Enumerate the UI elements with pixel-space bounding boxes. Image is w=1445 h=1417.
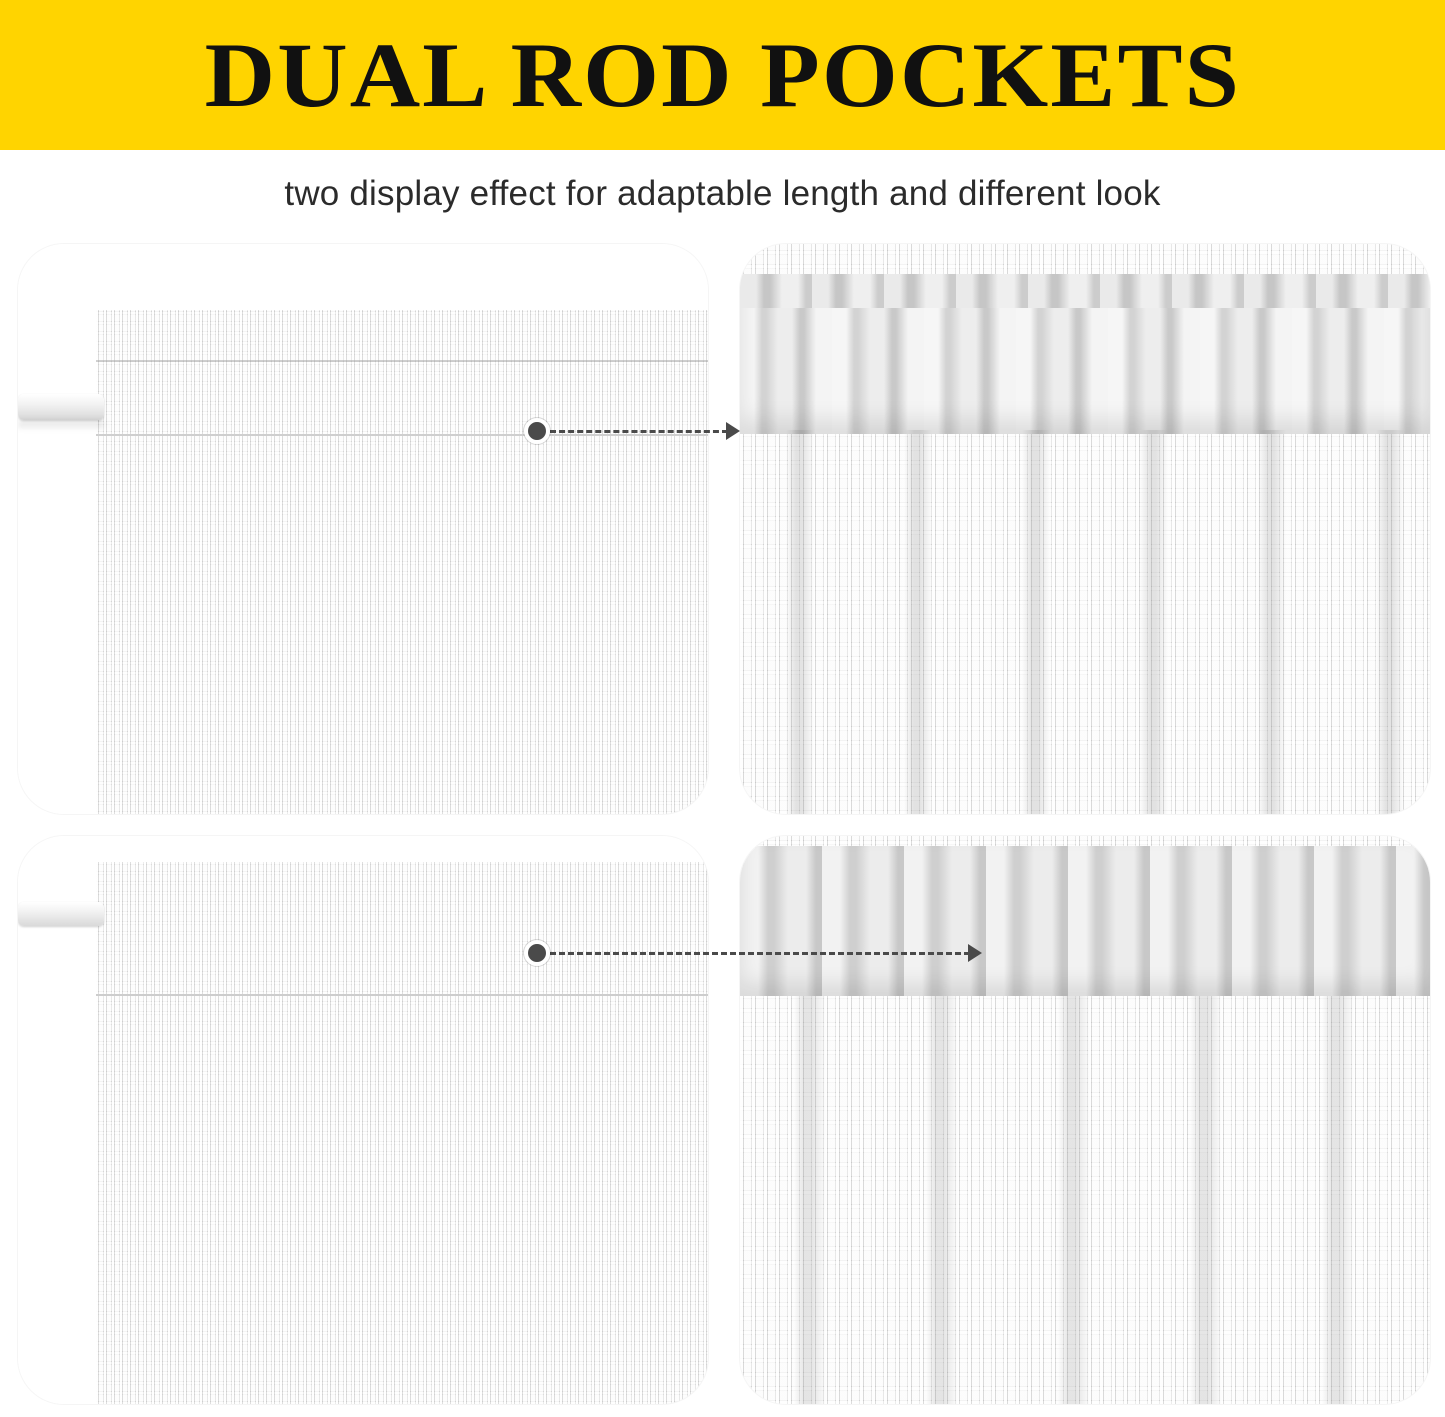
band-texture — [96, 310, 708, 434]
lower-pocket-callout-dot — [524, 940, 550, 966]
header-banner — [0, 0, 1445, 150]
gathered-top-edge — [740, 274, 1430, 308]
panel-bottom-right — [740, 836, 1430, 1404]
page-title: DUAL ROD POCKETS — [204, 24, 1241, 126]
rod-pocket-seam — [96, 360, 708, 362]
lower-pocket-callout-line — [550, 952, 970, 955]
lower-pocket-callout-arrow — [968, 944, 982, 962]
curtain-rod — [18, 394, 104, 420]
panel-top-left — [18, 244, 708, 814]
subtitle-text: two display effect for adaptable length and different look — [284, 174, 1161, 213]
upper-pocket-callout-line — [550, 430, 728, 433]
fabric-folds — [740, 996, 1430, 1404]
rod-pocket-band — [96, 310, 708, 436]
gathered-rod-pocket — [740, 846, 1430, 996]
rod-shadow — [18, 420, 104, 428]
gathered-rod-pocket — [740, 274, 1430, 434]
rod-pocket-band — [96, 862, 708, 996]
panel-top-right — [740, 244, 1430, 814]
curtain-rod — [18, 902, 104, 926]
band-texture — [96, 862, 708, 994]
fabric-folds — [740, 430, 1430, 814]
subtitle — [0, 150, 1445, 238]
panel-bottom-left — [18, 836, 708, 1404]
panel-grid — [18, 244, 1430, 1404]
upper-pocket-callout-arrow — [726, 422, 740, 440]
upper-pocket-callout-dot — [524, 418, 550, 444]
